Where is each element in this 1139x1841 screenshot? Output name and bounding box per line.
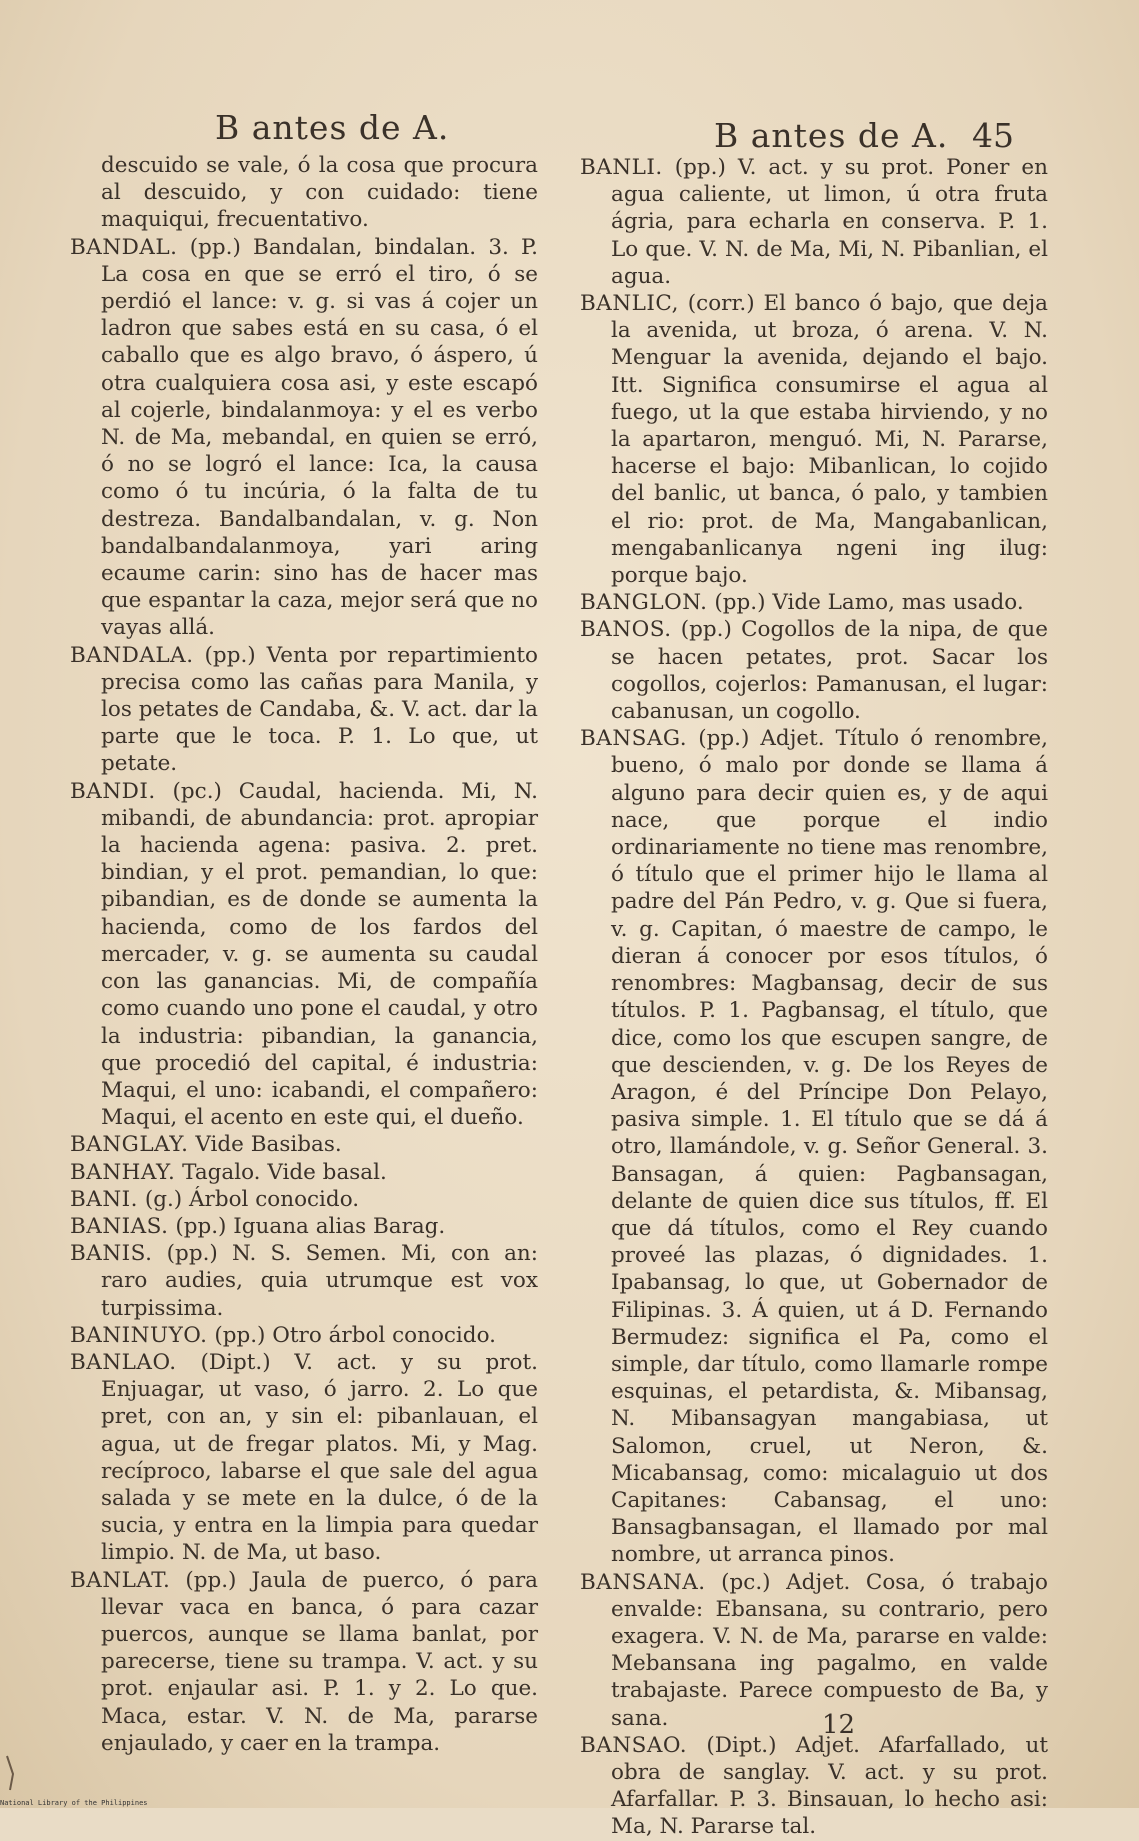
definition: (pc.) Adjet. Cosa, ó trabajo envalde: Ebansana, su contrario, pero exagera. V. N. de Ma, pararse en valde: Mebansana ing pagalmo, en valde trabajaste. Parece compuesto de Ba, y sana. — [611, 1569, 1048, 1731]
headword: BANSAO. — [580, 1732, 688, 1758]
running-header — [0, 108, 1139, 155]
definition: (g.) Árbol conocido. — [144, 1186, 360, 1212]
headword: BANSAG. — [580, 726, 688, 752]
headword: BANINUYO. — [70, 1322, 208, 1348]
dictionary-entry — [70, 234, 538, 642]
dictionary-entry — [580, 589, 1048, 616]
headword: BANDI. — [70, 778, 156, 804]
right-column — [580, 154, 1048, 1841]
dictionary-entry — [580, 725, 1048, 1568]
dictionary-entry — [70, 1159, 538, 1186]
definition: (Dipt.) Adjet. Afarfallado, ut obra de sanglay. V. act. y su prot. Afarfallar. P. 3. Binsauan, lo hecho asi: Ma, N. Pararse tal. — [611, 1732, 1048, 1840]
left-running-title: B antes de A. — [215, 108, 450, 147]
dictionary-entry — [580, 616, 1048, 725]
headword: BANDALA. — [70, 642, 194, 668]
dictionary-entry — [70, 1240, 538, 1322]
left-column — [70, 152, 538, 1757]
headword: BANGLON. — [580, 590, 708, 616]
definition: (pp.) Venta por repartimiento precisa como las cañas para Manila, y los petates de Candaba, &. V. act. dar la parte que le toca. P. 1. Lo que, ut petate. — [101, 642, 539, 777]
dictionary-entry — [70, 1186, 538, 1213]
dictionary-entry — [580, 1569, 1048, 1732]
definition: (pp.) Cogollos de la nipa, de que se hacen petates, prot. Sacar los cogollos, cojerlos: Pamanusan, el lugar: cabanusan, un cogollo. — [611, 617, 1048, 725]
headword: BANLI. — [580, 155, 663, 180]
library-credit: National Library of the Philippines — [0, 1799, 148, 1807]
dictionary-entry — [580, 1732, 1048, 1841]
headword: BANLIC, — [580, 291, 679, 317]
headword: BANIAS. — [70, 1213, 169, 1239]
continuation-text: descuido se vale, ó la cosa que procura al descuido, y con cuidado: tiene maquiqui, frecuentativo. — [101, 153, 538, 233]
dictionary-entry — [70, 1567, 538, 1757]
definition: Tagalo. Vide basal. — [182, 1159, 387, 1185]
headword: BANDAL. — [70, 234, 178, 260]
definition: (pc.) Caudal, hacienda. Mi, N. mibandi, de abundancia: prot. apropiar la hacienda agena: pasiva. 2. pret. bindian, y el prot. pemandian, lo que: pibandian, es de donde se aumenta la hacienda, como de los fardos del mercader, v. g. se aumenta su caudal con las ganancias. Mi, de compañía como cuando uno pone el caudal, y otro la industria: pibandian, la ganancia, que procedió del capital, é industria: Maqui, el uno: icabandi, el compañero: Maqui, el acento en este qui, el dueño. — [101, 778, 538, 1131]
definition: (pp.) Otro árbol conocido. — [214, 1322, 496, 1348]
headword: BANHAY. — [70, 1159, 176, 1185]
headword: BANOS. — [580, 617, 672, 643]
definition: (pp.) N. S. Semen. Mi, con an: raro audies, quia utrumque est vox turpissima. — [101, 1241, 538, 1321]
dictionary-entry — [580, 290, 1048, 589]
headword: BANLAT. — [70, 1567, 171, 1593]
definition: (corr.) El banco ó bajo, que deja la avenida, ut broza, ó arena. V. N. Menguar la avenida, dejando el bajo. Itt. Significa consumirse el agua al fuego, ut la que estaba hirviendo, y no la apartaron, menguó. Mi, N. Pararse, hacerse el bajo: Mibanlican, lo cojido del banlic, ut banca, ó palo, y tambien el rio: prot. de Ma, Mangabanlican, mengabanlicanya ngeni ing ilug: porque bajo. — [611, 291, 1048, 589]
headword: BANIS. — [70, 1241, 153, 1267]
dictionary-entry — [70, 1131, 538, 1158]
page-number: 45 — [972, 116, 1014, 155]
margin-smudge-icon — [4, 1752, 26, 1792]
headword: BANSANA. — [580, 1569, 706, 1595]
definition: (pp.) Iguana alias Barag. — [175, 1213, 446, 1239]
definition: (pp.) Jaula de puerco, ó para llevar vaca en banca, ó para cazar puercos, aunque se llama banlat, por parecerse, tiene su trampa. V. act. y su prot. enjaular asi. P. 1. y 2. Lo que. Maca, estar. V. N. de Ma, pararse enjaulado, y caer en la trampa. — [101, 1567, 538, 1756]
dictionary-entry — [70, 1322, 538, 1349]
headword: BANLAO. — [70, 1349, 177, 1375]
definition: (pp.) Vide Lamo, mas usado. — [714, 590, 1024, 616]
definition: (pp.) Adjet. Título ó renombre, bueno, ó malo por donde se llama á alguno para decir quien es, y de aqui nace, que porque el indio ordinariamente no tiene mas renombre, ó título que el primer hijo le llama al padre del Pán Pedro, v. g. Que si fuera, v. g. Capitan, ó maestre de campo, le dieran á conocer por esos títulos, ó renombres: Magbansag, decir de sus títulos. P. 1. Pagbansag, el título, que dice, como los que escupen sangre, de que descienden, v. g. De los Reyes de Aragon, é del Príncipe Don Pelayo, pasiva simple. 1. El título que se dá á otro, llamándole, v. g. Señor General. 3. Bansagan, á quien: Pagbansagan, delante de quien dice sus títulos, ff. El que dá títulos, como el Rey cuando proveé las plazas, ó dignidades. 1. Ipabansag, lo que, ut Gobernador de Filipinas. 3. Á quien, ut á D. Fernando Bermudez: significa el Pa, como el simple, dar título, como llamarle rompe esquinas, el petardista, &. Mibansag, N. Mibansagyan mangabiasa, ut Salomon, cruel, ut Neron, &. Micabansag, como: micalaguio ut dos Capitanes: Cabansag, el uno: Bansagbansagan, el llamado por mal nombre, ut arranca pinos. — [611, 726, 1048, 1568]
definition: Vide Basibas. — [195, 1132, 342, 1158]
dictionary-entry — [580, 154, 1048, 290]
headword: BANI. — [70, 1186, 138, 1212]
dictionary-entry — [70, 778, 538, 1132]
definition: (pp.) V. act. y su prot. Poner en agua caliente, ut limon, ú otra fruta ágria, para echarla en conserva. P. 1. Lo que. V. N. de Ma, Mi, N. Pibanlian, el agua. — [611, 155, 1048, 289]
right-running-title: B antes de A. — [714, 116, 949, 155]
dictionary-entry — [70, 1349, 538, 1567]
headword: BANGLAY. — [70, 1132, 189, 1158]
dictionary-entry — [70, 642, 538, 778]
definition: (pp.) Bandalan, bindalan. 3. P. La cosa en que se erró el tiro, ó se perdió el lance: v. g. si vas á cojer un ladron que sabes está en su casa, ó el caballo que es algo bravo, ó áspero, ú otra cualquiera cosa asi, y este escapó al cojerle, bindalanmoya: y el es verbo N. de Ma, mebandal, en quien se erró, ó no se logró el lance: Ica, la causa como ó tu incúria, ó la falta de tu destreza. Bandalbandalan, v. g. Non bandalbandalanmoya, yari aring ecaume carin: sino has de hacer mas que espantar la caza, mejor será que no vayas allá. — [101, 234, 538, 641]
definition: (Dipt.) V. act. y su prot. Enjuagar, ut vaso, ó jarro. 2. Lo que pret, con an, y sin el: pibanlauan, el agua, ut de fregar platos. Mi, y Mag. recíproco, labarse el que sale del agua salada y se mete en la dulce, ó de la sucia, y entra en la limpia para quedar limpio. N. de Ma, ut baso. — [101, 1349, 538, 1566]
signature-mark: 12 — [822, 1710, 856, 1740]
dictionary-entry — [70, 1213, 538, 1240]
